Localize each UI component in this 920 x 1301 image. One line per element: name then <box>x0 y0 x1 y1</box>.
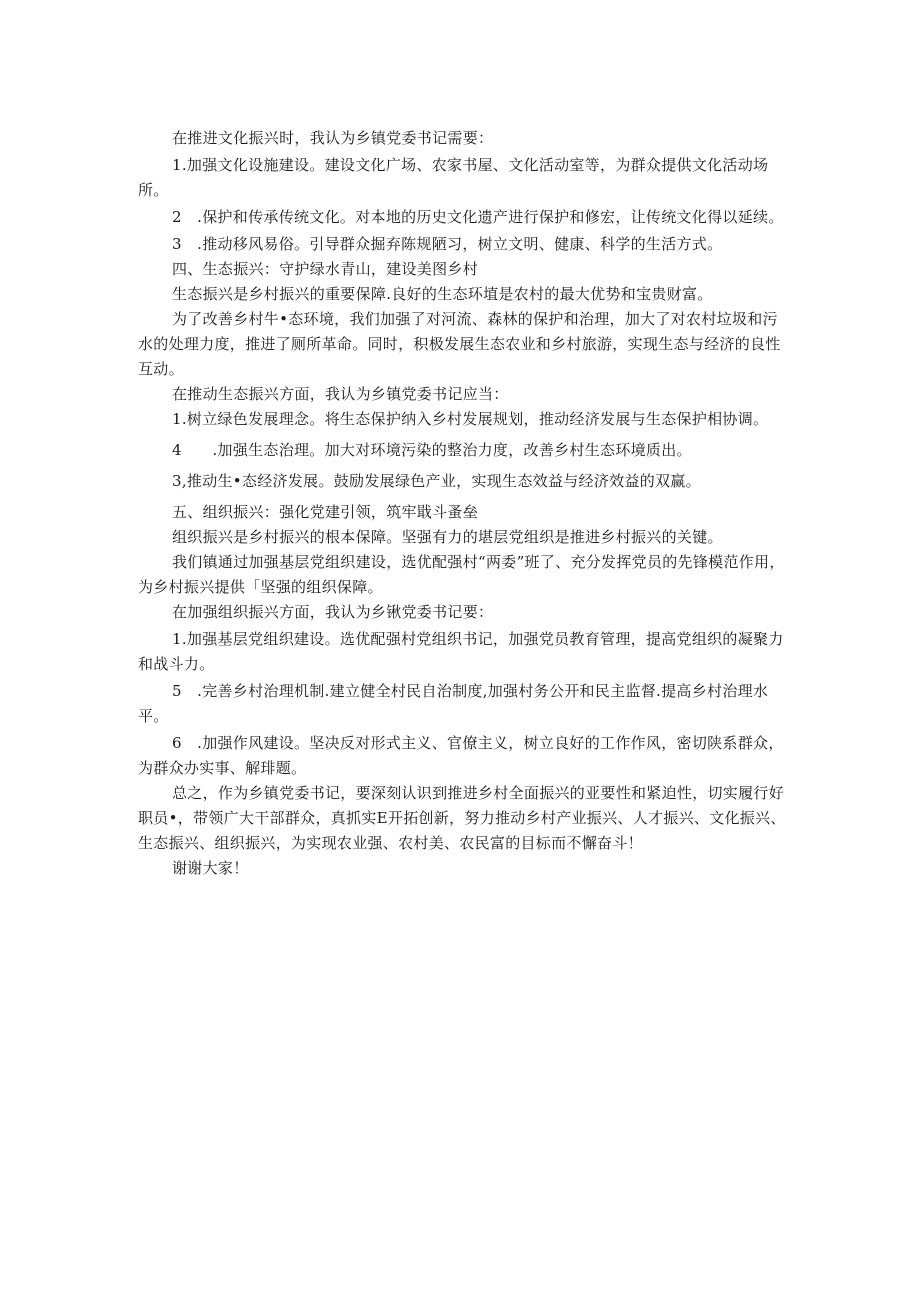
paragraph-conclusion: 总之，作为乡镇党委书记，要深刻认识到推进乡村全面振兴的亚要性和紧迫性，切实履行好职员•，带领广大干部群众，真抓实E开拓创新，努力推动乡村产业振兴、人才振兴、文化振兴、生态振兴、组织振兴，为实现农业强、农村美、农民富的目标而不懈奋斗！ <box>138 784 786 852</box>
paragraph-ecology-intro: 在推动生态振兴方面，我认为乡镇党委书记应当： <box>172 385 509 403</box>
paragraph-ecology-item-1: 1.树立绿色发展理念。将生态保护纳入乡村发展规划，推动经济发展与生态保护相协调。 <box>172 410 769 428</box>
paragraph-organization-intro: 在加强组织振兴方面，我认为乡锹党委书记要： <box>172 603 494 621</box>
document-body <box>138 126 788 881</box>
paragraph-organization-lead: 组织振兴是乡村振兴的根本保障。坚强有力的堪层党组织是推进乡村振兴的关键。 <box>172 528 723 546</box>
paragraph-ecology-lead: 生态振兴是乡村振兴的重要保障.良好的生态环埴是农村的最大优势和宝贵财富。 <box>172 285 713 303</box>
paragraph-organization-item-1: 1.加强基层党组织建设。选优配强村党组织书记，加强党员教育管理，提高党组织的凝聚力和战斗力。 <box>138 630 784 673</box>
section-heading-organization: 五、组织振兴：强化党建引领，筑牢戢斗蚤垒 <box>172 503 479 521</box>
paragraph-ecology-item-2: 4 .加强生态治理。加大对环境污染的整治力度，改善乡村生态环境质出。 <box>172 441 692 459</box>
paragraph-organization-item-2: 5 .完善乡村治理机制.建立健全村民自治制度,加强村务公开和民主监督.提高乡村治理水平。 <box>138 682 769 725</box>
paragraph-culture-item-3: 3 .推动移风易俗。引导群众掘弃陈规陋习，树立文明、健康、科学的生活方式。 <box>172 235 723 253</box>
paragraph-organization-item-3: 6 .加强作风建设。坚决反对形式主义、官僚主义，树立良好的工作作风，密切陕系群众，为群众办实事、解琲题。 <box>138 734 784 777</box>
paragraph-ecology-item-3: 3,推动生•态经济发展。鼓励发展绿色产业，实现生态效益与经济效益的双赢。 <box>172 472 701 490</box>
paragraph-culture-item-1: 1.加强文化设施建设。建设文化广场、农家书屋、文化活动室等，为群众提供文化活动场所。 <box>138 156 769 199</box>
paragraph-culture-item-2: 2 .保护和传承传统文化。对本地的历史文化遗产进行保护和修宏，让传统文化得以延续。 <box>172 208 784 226</box>
section-heading-ecology: 四、生态振兴：守护绿水青山，建设美图乡村 <box>172 260 479 278</box>
paragraph-ecology-measures: 为了改善乡村牛•态环境，我们加强了对河流、森林的保护和治理，加大了对农村垃圾和污水的处理力度，推进了厕所革命。同时，积极发展生态农业和乡村旅游，实现生态与经济的良性互动。 <box>138 310 781 378</box>
paragraph-closing-thanks: 谢谢大家！ <box>172 859 249 877</box>
paragraph-culture-intro: 在推进文化振兴时，我认为乡镇党委书记需要： <box>172 129 494 147</box>
paragraph-organization-measures: 我们镇通过加强基层党组织建设，选优配强村“两委”班了、充分发挥党员的先锋模范作用，为乡村振兴提供「坚强的组织保障。 <box>138 553 785 596</box>
